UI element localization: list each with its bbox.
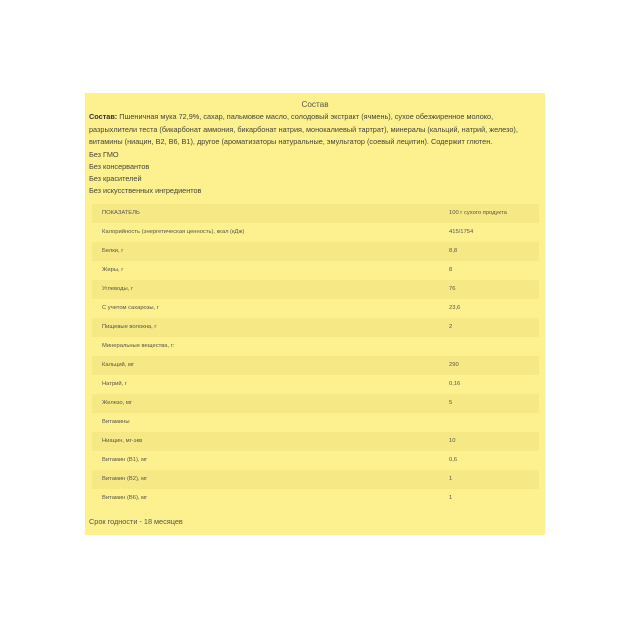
row-value: 0,16: [445, 375, 539, 394]
table-row: [92, 261, 539, 280]
row-value: 5: [445, 394, 539, 413]
table-row: [92, 356, 539, 375]
nutrition-table: [92, 204, 539, 508]
composition-label: Состав:: [89, 112, 118, 121]
note-no-preservatives: Без консервантов: [89, 161, 150, 171]
row-value: 415/1754: [445, 223, 539, 242]
row-value: [445, 337, 539, 356]
row-name: Углеводы, г: [92, 280, 445, 299]
note-no-colorants: Без красителей: [89, 173, 142, 183]
table-row: [92, 242, 539, 261]
table-row: [92, 318, 539, 337]
row-value: 290: [445, 356, 539, 375]
table-row: [92, 489, 539, 508]
table-row: [92, 280, 539, 299]
row-name: Жиры, г: [92, 261, 445, 280]
row-value: 23,6: [445, 299, 539, 318]
row-name: Витамин (B2), мг: [92, 470, 445, 489]
composition-ingredients: Пшеничная мука 72,9%, сахар, пальмовое масло, солодовый экстракт (ячмень), сухое обезжиренное молоко, разрыхлители теста (бикарбонат аммония, бикарбонат натрия, монокалиевый тартрат), минералы (кальций, натрий, железо), витамины (ниацин, B2, B6, B1), другое (ароматизаторы натуральные, эмульгатор (соевый лецитин). Содержит глютен.: [89, 112, 518, 146]
table-row: [92, 413, 539, 432]
row-name: Витамин (B1), мг: [92, 451, 445, 470]
table-row: [92, 204, 539, 223]
row-value: 8: [445, 261, 539, 280]
row-value: [445, 413, 539, 432]
composition-text: [89, 111, 541, 149]
note-no-gmo: Без ГМО: [89, 149, 119, 159]
table-row: [92, 299, 539, 318]
row-name: Натрий, г: [92, 375, 445, 394]
shelf-life: Срок годности - 18 месяцев: [89, 516, 183, 526]
row-value: 1: [445, 489, 539, 508]
table-header-name: ПОКАЗАТЕЛЬ: [92, 204, 445, 223]
row-name: Ниацин, мг-экв: [92, 432, 445, 451]
table-row: [92, 223, 539, 242]
row-name: Железо, мг: [92, 394, 445, 413]
table-row: [92, 470, 539, 489]
table-row: [92, 451, 539, 470]
row-value: 2: [445, 318, 539, 337]
row-name: Минеральные вещества, г:: [92, 337, 445, 356]
row-name: Белки, г: [92, 242, 445, 261]
composition-panel: [85, 93, 545, 535]
note-no-artificial: Без искусственных ингредиентов: [89, 185, 202, 195]
row-name: С учетом сахарозы, г: [92, 299, 445, 318]
section-title: Состав: [301, 100, 329, 109]
table-row: [92, 394, 539, 413]
table-row: [92, 337, 539, 356]
table-header-value: 100 г сухого продукта: [445, 204, 539, 223]
row-value: 10: [445, 432, 539, 451]
row-name: Витамин (B6), мг: [92, 489, 445, 508]
row-name: Калорийность (энергетическая ценность), ккал (кДж): [92, 223, 445, 242]
row-value: 8,8: [445, 242, 539, 261]
row-value: 76: [445, 280, 539, 299]
table-row: [92, 375, 539, 394]
row-name: Витамины: [92, 413, 445, 432]
row-value: 0,6: [445, 451, 539, 470]
table-row: [92, 432, 539, 451]
row-name: Пищевые волокна, г: [92, 318, 445, 337]
row-value: 1: [445, 470, 539, 489]
row-name: Кальций, мг: [92, 356, 445, 375]
